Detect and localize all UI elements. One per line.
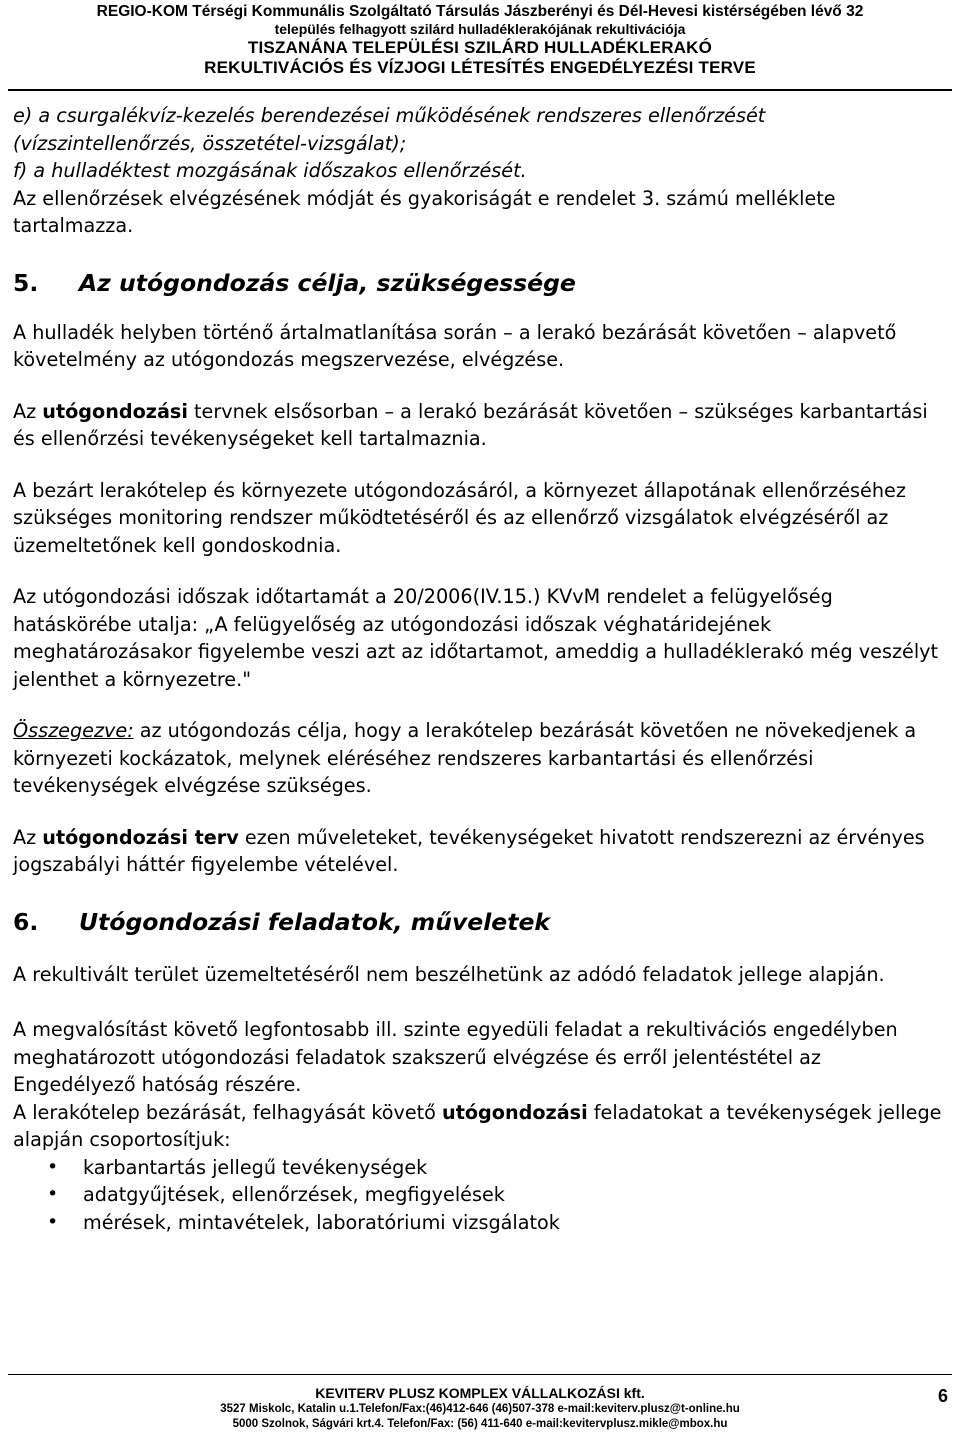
page-footer [0,1384,960,1432]
header-line-3: TISZANÁNA TELEPÜLÉSI SZILÁRD HULLADÉKLERAKÓ [247,37,713,57]
paragraph-2-start: Az [13,399,43,423]
paragraph-6-rest: ezen műveleteket, tevékenységeket hivatott rendszerezni az érvényes jogszabályi háttér figyelembe vételével. [13,825,925,876]
list-item: • mérések, mintavételek, laboratóriumi vizsgálatok [13,1209,948,1237]
list-item-f: f) a hulladéktest mozgásának időszakos ellenőrzését. [13,159,527,182]
section-6-title: Utógondozási feladatok, műveletek [79,907,551,936]
list-item: • karbantartás jellegű tevékenységek [13,1154,948,1182]
paragraph-2-bold: utógondozási [42,399,188,423]
page-number: 6 [937,1386,948,1406]
summary-text: az utógondozás célja, hogy a lerakótelep bezárását követően ne növekedjenek a környezeti kockázatok, melynek eléréséhez rendszeres karbantartási és ellenőrzési tevékenységek elvégzése szükséges. [13,719,917,797]
footer-rule [8,1374,952,1375]
footer-company: KEVITERV PLUSZ KOMPLEX VÁLLALKOZÁSI kft. [315,1385,645,1401]
paragraph-1: A hulladék helyben történő ártalmatlanítása során – a lerakó bezárását követően – alapvető követelmény az utógondozás megszervezése, elvégzése. [13,320,897,371]
section-6-number: 6. [13,907,39,936]
list-item-e: e) a csurgalékvíz-kezelés berendezései működésének rendszeres ellenőrzését (vízszintellenőrzés, összetétel-vizsgálat); [13,104,766,155]
paragraph-3: A bezárt lerakótelep és környezete utógondozásáról, a környezet állapotának ellenőrzéséhez szükséges monitoring rendszer működtetéséről és az ellenőrző vizsgálatok elvégzéséről az üzemeltetőnek kell gondoskodnia. [13,478,906,557]
section-5-heading [13,268,948,298]
document-body [13,102,948,1236]
paragraph-6-bold: utógondozási terv [42,825,239,849]
paragraph-8: A megvalósítást követő legfontosabb ill. szinte egyedüli feladat a rekultivációs engedélyben meghatározott utógondozási feladatok szakszerű elvégzése és erről jelentéstétel az Engedélyező hatóság részére. [13,1018,898,1096]
paragraph-7: A rekultivált terület üzemeltetéséről nem beszélhetünk az adódó feladatok jellege alapján. [13,962,885,986]
header-line-2: település felhagyott szilárd hulladéklerakójának rekultivációja [274,21,686,38]
check-note: Az ellenőrzések elvégzésének módját és gyakoriságát e rendelet 3. számú melléklete tartalmazza. [13,186,836,237]
footer-address-2: 5000 Szolnok, Ságvári krt.4. Telefon/Fax: (56) 411-640 e-mail:kevitervplusz.mikle@mbox.hu [232,1418,728,1431]
header-line-4: REKULTIVÁCIÓS ÉS VÍZJOGI LÉTESÍTÉS ENGEDÉLYEZÉSI TERVE [204,57,756,77]
header-line-1: REGIO-KOM Térségi Kommunális Szolgáltató Társulás Jászberényi és Dél-Hevesi kistérségében lévő 32 [96,3,864,20]
paragraph-9-rest: feladatokat a tevékenységek jellege alapján csoportosítjuk: [13,1100,942,1151]
header-rule [8,89,952,91]
paragraph-9 [13,1099,948,1154]
list-item: • adatgyűjtések, ellenőrzések, megfigyelések [13,1181,948,1209]
summary-label: Összegezve: [13,719,134,742]
paragraph-2-rest: tervnek elsősorban – a lerakó bezárását követően – szükséges karbantartási és ellenőrzési tevékenységeket kell tartalmaznia. [13,399,928,450]
paragraph-6-start: Az [13,825,43,849]
page-header [0,0,960,78]
paragraph-2 [13,398,948,453]
paragraph-4: Az utógondozási időszak időtartamát a 20/2006(IV.15.) KVvM rendelet a felügyelőség hatáskörébe utalja: „A felügyelőség az utógondozási időszak véghatáridejének meghatározásakor figyelembe veszi azt az időtartamot, ameddig a hulladéklerakó még veszélyt jelenthet a környezetre." [13,585,939,691]
activity-list [13,1154,948,1237]
section-5-title: Az utógondozás célja, szükségessége [79,268,576,297]
paragraph-9-start: A lerakótelep bezárását, felhagyását követő [13,1100,443,1124]
paragraph-6 [13,824,948,879]
paragraph-5 [13,717,948,800]
paragraph-9-bold: utógondozási [442,1100,588,1124]
footer-address-1: 3527 Miskolc, Katalin u.1.Telefon/Fax:(46)412-646 (46)507-378 e-mail:keviterv.plusz@t-online.hu [220,1403,740,1416]
section-5-number: 5. [13,268,39,297]
section-6-heading [13,907,948,937]
